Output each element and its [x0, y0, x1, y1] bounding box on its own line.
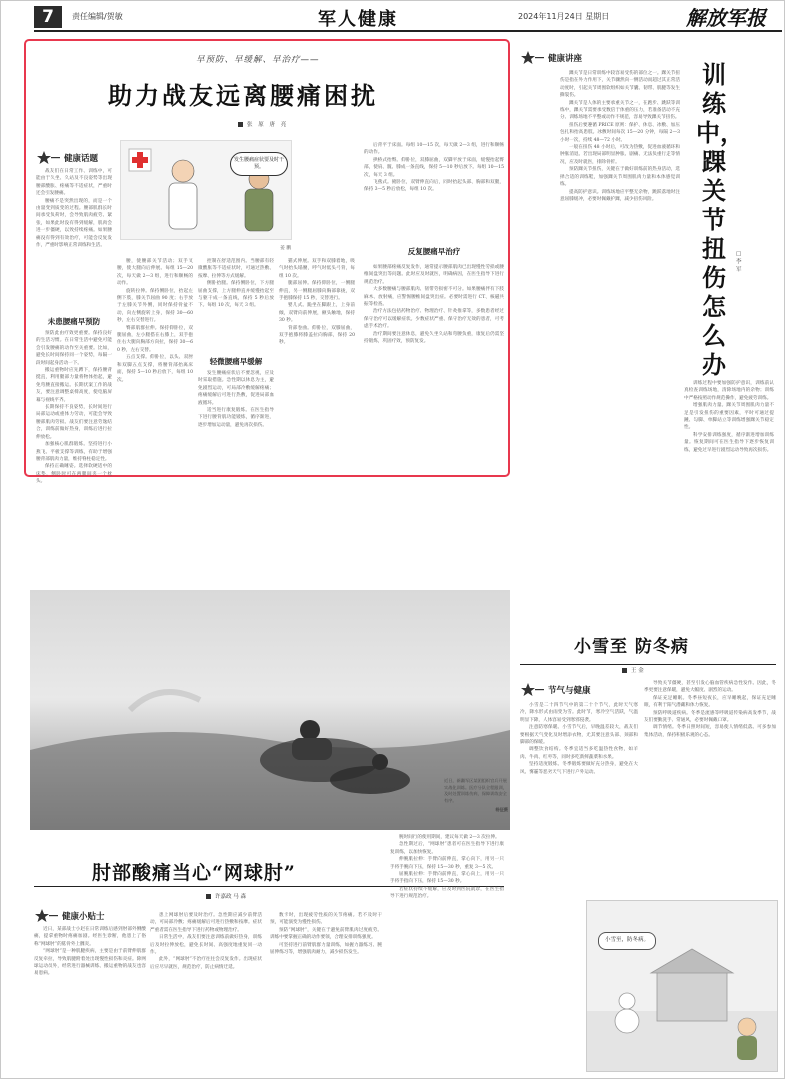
winter-title-rule	[520, 664, 776, 665]
paragraph: 提高防护意识。训练场地应平整无杂物，跳跃落地时注意屈膝缓冲，必要时佩戴护踝，减少扭伤风险。	[560, 189, 680, 202]
right-article-column	[560, 70, 680, 610]
vertical-headline: 训练中，踝关节扭伤怎么办	[696, 60, 744, 379]
byline-text: 王 金	[631, 668, 644, 674]
paragraph: 背部卷曲。仰卧位，双膝屈曲，双手抱膝将膝盖拉向胸部，保持 20 秒。	[279, 325, 355, 346]
right-article-column-2	[684, 380, 774, 610]
paragraph: 婴儿式。跪坐在脚跟上，上身前倾，双臂向前伸展，额头触地，保持 30 秒。	[279, 303, 355, 324]
paragraph: 训练过程中要加强防护意识，训练前认真检查训练场地，清除场地内的杂物；训练中严格按照动作规范操作，避免疲劳训练。	[684, 381, 774, 401]
section-head-label: 健康小贴士	[62, 912, 105, 922]
paragraph: 预防踝关节扭伤，关键在于做好训练前的热身活动，选择合适的训练鞋，加强踝关节周围肌肉力量和本体感觉训练。	[560, 167, 680, 188]
cartoon-drawing	[587, 901, 777, 1071]
section4-column	[364, 264, 504, 470]
section-title: 军人健康	[318, 9, 398, 30]
section-head-solar-term	[520, 682, 591, 698]
paragraph: 长期保持不良姿势，长时间进行局部运动或重体力劳动，可能会导致腰部肌肉劳损。战友们要注意劳逸结合，训练前做好热身，训练后进行拉伸放松。	[36, 405, 112, 440]
section3-column	[198, 370, 274, 470]
paragraph: 腰痛不是突然出现的，而是一个由量变到质变的过程。腰部肌群长时间承受负荷时，会导致肌肉疲劳、紧张，如果此时没有得到缓解，肌肉会进一步僵硬，以致持续疼痛。如果腰痛没有得到有效治疗，可能会反复发作，严重时影响正常训练和生活。	[36, 198, 112, 249]
section1-column	[36, 168, 112, 310]
training-photo	[30, 590, 510, 830]
paragraph: 五点支撑。仰卧位，以头、双肘和双脚五点支撑，将腰背部抬离床面，保持 5—10 秒后放下，每组 10 次。	[117, 355, 193, 383]
paragraph: 踝关节是日常训练中较容易受伤的部位之一。踝关节扭伤是指在外力作用下，关节骤然向一侧活动而超过其正常活动度时，引起关节周围软组织如关节囊、韧带、肌腱等发生撕裂伤。	[560, 71, 680, 99]
paragraph: 小雪是二十四节气中的第二十个节气，此时天气寒冷，降水形式由雨变为雪。此时节，寒冷空气活跃，气温明显下降，人体容易受到寒邪侵袭。	[520, 703, 638, 723]
star-icon	[34, 908, 58, 924]
paragraph: 预防此由疗效更重要。保持良好的生活习惯。在日常生活中避免可能会引发腰痛的动作至关重要。比如，避免长时间保持同一个姿势，每隔一段时间起身活动一下。	[36, 331, 112, 366]
winter-column-2	[644, 680, 776, 894]
paragraph: 数卡时，出现疲劳性质的关节疼痛。若不及时干预，可能演变为慢性损伤。	[270, 913, 382, 926]
paragraph: 腰，使腰部关节活动；双手叉腰，使大腿向后伸展。每组 15—20 次，每天做 2—3 组，进行和顺畅的动作。	[117, 259, 193, 287]
column-2	[117, 258, 193, 470]
column-3-top	[198, 258, 274, 352]
paragraph: 飞燕式。俯卧位，双臂伸直向后，同时抬起头部、胸部和双腿，保持 3—5 秒后放松，每组 10 次。	[364, 180, 504, 193]
photo-caption-text: 近日，新疆军区某团组织官兵开展实战化训练。医疗分队全程跟训，及时处置训练伤病，保障训练安全有序。	[444, 778, 507, 803]
subhead-prevention: 未患腰痛早预防	[47, 317, 101, 326]
paragraph: 近日，某部战士小赵在日常训练后感到肘部外侧酸痛，提拿重物时疼痛加剧。经医生诊断，他患上了俗称“网球肘”的肱骨外上髁炎。	[34, 927, 146, 947]
winter-cartoon	[586, 900, 778, 1072]
paragraph: 旋转拉伸。保持侧卧位，抬起左侧下肢，膝关节屈曲 90 度；右手放于左膝关节外侧，同时保持骨盆不动，向左侧旋转上身，保持 30—60 秒，左右交替进行。	[117, 288, 193, 324]
section2-column	[36, 330, 112, 485]
subhead-recurrent-treatment: 反复腰痛早治疗	[407, 247, 461, 256]
paragraph: 保证充足睡眠。冬季昼短夜长，应早睡晚起，保证充足睡眠，有利于阳气潜藏和体力恢复。	[644, 695, 776, 709]
paragraph: 日常生活中，战友们要注意训练前做好热身，训练后及时拉伸放松，避免长时间、高强度地重复同一动作。	[150, 935, 262, 956]
section-head-label: 健康讲座	[548, 54, 583, 64]
elbow-byline	[206, 892, 246, 900]
article-kicker: 早预防、早缓解、早治疗——	[196, 55, 320, 65]
paragraph: 发生腰痛症状后不要忽视，应及时采取措施。急性期以休息为主，避免剧烈运动，可局部冷敷缓解疼痛；疼痛缓解后可进行热敷，促进局部血液循环。	[198, 371, 274, 406]
paragraph: 臀部肌群拉伸。保持仰卧位，双腿屈曲，左小腿搭在右膝上，双手抱住右大腿向胸部方向拉，保持 30—60 秒，左右交替。	[117, 325, 193, 353]
winter-article-title: 小雪至 防冬病	[574, 637, 689, 657]
header-rule	[34, 30, 782, 32]
byline-square-icon	[206, 894, 211, 899]
paragraph: 控制在舒适范围内。当腰部有轻微酸胀等不适症状时，可通过热敷、按摩、拉伸等方式缓解。	[198, 259, 274, 279]
elbow-column-1	[34, 926, 146, 1068]
paragraph: 调节情绪。冬季日照时间短，容易使人情绪低落。可多参加集体活动，保持积极乐观的心态。	[644, 725, 776, 738]
byline-square-icon	[622, 668, 627, 673]
vertical-author: □ 李 军	[736, 251, 742, 273]
star-icon	[520, 50, 544, 66]
elbow-article-title: 肘部酸痛当心“网球肘”	[92, 862, 296, 884]
paragraph: 患上网球肘后要及时治疗。急性期应减少前臂活动，可局部冷敷；疼痛缓解后可进行热敷和按摩。症状严重者需在医生指导下进行药物或物理治疗。	[150, 913, 262, 933]
section-head-health-topic	[36, 150, 98, 166]
paragraph: 调整饮食结构。冬季宜适当多吃温热性食物，如羊肉、牛肉、红枣等，同时多吃新鲜蔬菜和水果。	[520, 747, 638, 760]
section-head-label: 节气与健康	[548, 686, 591, 696]
paragraph: 坚持适度锻炼。冬季锻炼要做好充分热身，避免在大风、雾霾等恶劣天气下进行户外运动。	[520, 762, 638, 775]
paragraph: 如果腰部疼痛反复发作，通常提示腰部肌肉已出现慢性劳损或腰椎间盘突出等问题。此时应及时就医，明确病因，在医生指导下进行规范治疗。	[364, 265, 504, 285]
byline-text: 张 原 唐 亮	[247, 122, 289, 128]
page-number: 7	[34, 6, 62, 28]
paragraph: 急性期过后，“网球肘”患者可在医生指导下进行康复训练，以加快恢复。	[390, 842, 504, 855]
winter-byline	[622, 666, 644, 674]
paragraph: 注意防寒保暖。小雪节气后，早晚温差较大，战友们要根据天气变化及时增添衣物，尤其要注意头部、颈部和脚部的保暖。	[520, 725, 638, 746]
cartoon-caption-bubble: 小雪至，防冬病。	[598, 932, 656, 950]
paragraph: 踝关节是人体的主要承重关节之一，在跑步、跳跃等训练中，踝关节需要承受数倍于体重的压力，若准备活动不充分、训练场地不平整或动作不规范，容易导致踝关节扭伤。	[560, 100, 680, 121]
paragraph: 预防“网球肘”，关键在于避免前臂肌肉过度疲劳。训练中要掌握正确的动作要领，合理安排训练强度。	[270, 927, 382, 941]
photo-caption	[444, 778, 508, 814]
elbow-column-3	[270, 912, 382, 1068]
paragraph: 此外，“网球肘”不治疗往往会反复发作。出现症状后应尽早就医，规范治疗，防止病情迁延。	[150, 957, 262, 970]
paragraph: 科学安排训练强度，循序渐进增加训练量。恢复期间可在医生指导下逐步恢复训练，避免过早进行剧烈运动导致再次损伤。	[684, 432, 774, 453]
paragraph: “网球肘”是一种肌腱疾病，主要是由于前臂伸肌群反复牵拉，导致肌腱附着处出现慢性损伤和炎症。除网球运动员外，经常进行器械训练、搬运重物的战友也容易患病。	[34, 949, 146, 977]
subhead-mild-relief: 轻微腰痛早缓解	[209, 357, 263, 366]
paragraph: 屈腕肌拉伸：手臂向前伸直，掌心向上，用另一只手将手指向下压，保持 15—30 秒。	[390, 872, 504, 885]
paragraph: 扭伤后要遵循 PRICE 原则：保护、休息、冰敷、加压包扎和抬高患肢。冰敷时间每次 15—20 分钟，每隔 2—3 小时一次，持续 48—72 小时。	[560, 122, 680, 143]
paragraph: 预防呼吸道疾病。冬季是流感等呼吸道传染病高发季节，战友们要勤洗手、常通风，必要时佩戴口罩。	[644, 710, 776, 724]
paragraph: 加强核心肌群锻炼。坚持进行小燕飞、平板支撑等训练，有助于增强腰背部肌肉力量，维持脊柱稳定性。	[36, 442, 112, 462]
paragraph: 大多数腰痛与腰部肌肉、韧带劳损密不可分。如果腰痛伴有下肢麻木、放射痛，应警惕腰椎间盘突出症。必要时需进行 CT、核磁共振等检查。	[364, 287, 504, 308]
paper-logo: 解放军报	[686, 6, 766, 30]
column-5-top	[364, 142, 504, 238]
paragraph: 腕时间行的使用期间，建议每天做 2—3 次拉伸。	[399, 835, 500, 840]
paragraph: 可坚持进行前臂肌群力量训练，如握力器练习、腕屈伸练习等，增强肌肉耐力，减少损伤发生。	[270, 942, 382, 956]
paragraph: 搬运重物时应先蹲下，保持腰背挺直，利用腿部力量将物体抬起，避免弯腰直接搬运。长期伏案工作的战友，要注意调整桌椅高度，使电脑屏幕与视线平齐。	[36, 368, 112, 403]
star-icon	[36, 150, 60, 166]
illustration-credit: 姜 鹏	[280, 246, 292, 251]
elbow-column-2	[150, 912, 262, 1068]
paragraph: 拱桥式抬臀。仰卧位，双膝屈曲，双脚平放于床面，缓慢抬起臀部，使肩、髋、膝成一条直线，保持 5—10 秒后放下。每组 10—15 次，每天 3 组。	[364, 157, 504, 178]
paragraph: 治疗期间要注意休息，避免久坐久站和弯腰负重，康复后仍需坚持锻炼，巩固疗效，预防复发。	[364, 331, 504, 345]
star-icon	[520, 682, 544, 698]
photo-drawing	[30, 590, 510, 830]
paragraph: 后背平于床面。每组 10—15 次，每天做 2—3 组，进行和顺畅的动作。	[364, 143, 504, 156]
paragraph: 治疗方法包括药物治疗、物理治疗、针灸推拿等，多数患者经过保守治疗可以缓解症状。少数症状严重、保守治疗无效的患者，可考虑手术治疗。	[364, 309, 504, 330]
section-head-health-tips	[34, 908, 105, 924]
paragraph: 腿部屈伸。保持仰卧位，一侧腿伸直，另一侧腿屈膝向胸部靠拢，双手抱膝保持 15 秒，交替进行。	[279, 281, 355, 302]
byline-text: 许嘉政 马 森	[215, 894, 246, 900]
paragraph: 战友们在日常工作、训练中，可能由于久坐、久站及不良姿势等出现腰部酸胀、疼痛等不适症状，严重时还会引发腰痛。	[36, 169, 112, 197]
article-byline	[238, 120, 288, 128]
article-headline: 助力战友远离腰痛困扰	[108, 81, 378, 110]
paragraph: 猫式伸展。双手和双膝着地，吸气时抬头塌腰，呼气时低头弓背，每组 10 次。	[279, 259, 355, 279]
paragraph: 伸腕肌拉伸：手臂向前伸直，掌心向下，用另一只手将手腕向下压，保持 15—30 秒，重复 3—5 次。	[390, 857, 504, 870]
elbow-column-4	[390, 834, 504, 1068]
byline-square-icon	[238, 122, 243, 127]
paragraph: 侧卧抬腿。保持侧卧位，下方腿屈曲支撑，上方腿伸直并缓慢抬起至与躯干成一条直线，保持 5 秒后放下。每组 10 次，每天 3 组。	[198, 281, 274, 309]
section-head-label: 健康话题	[64, 154, 99, 164]
paragraph: 适当进行康复锻炼。在医生指导下进行腰背肌功能锻炼，循序渐进，逐步增加运动量，避免再次损伤。	[198, 408, 274, 428]
issue-date: 2024年11月24日 星期日	[518, 12, 610, 21]
paragraph: 增强肌肉力量。踝关节周围肌肉力量不足是引发扭伤的重要因素，平时可通过提踵、勾脚、单脚站立等训练增强踝关节稳定性。	[684, 403, 774, 431]
paragraph: 若症状持续不缓解，应及时到医院就诊，在医生指导下进行规范治疗。	[390, 886, 504, 900]
editor-credit: 责任编辑/贺敏	[72, 12, 123, 21]
photo-credit: 杨征摄	[495, 807, 508, 813]
paragraph: 一般在扭伤 48 小时后，可改为热敷，促进血液循环和肿胀消退。若出现局部明显肿胀、剧痛、无法负重行走等情况，应及时就医，排除骨折。	[560, 145, 680, 165]
column-4	[279, 258, 355, 470]
paragraph: 保持正确睡姿。选择软硬适中的床垫，侧卧时可在两腿间夹一个枕头。	[36, 464, 112, 485]
paragraph: 导致关节僵硬，甚至引发心脑血管疾病急性发作。因此，冬季更要注意保暖，避免大幅度、剧烈的运动。	[644, 681, 776, 694]
section-head-health-lecture	[520, 50, 582, 66]
speech-bubble: 发生腰痛症状要及时干预。	[230, 152, 288, 176]
